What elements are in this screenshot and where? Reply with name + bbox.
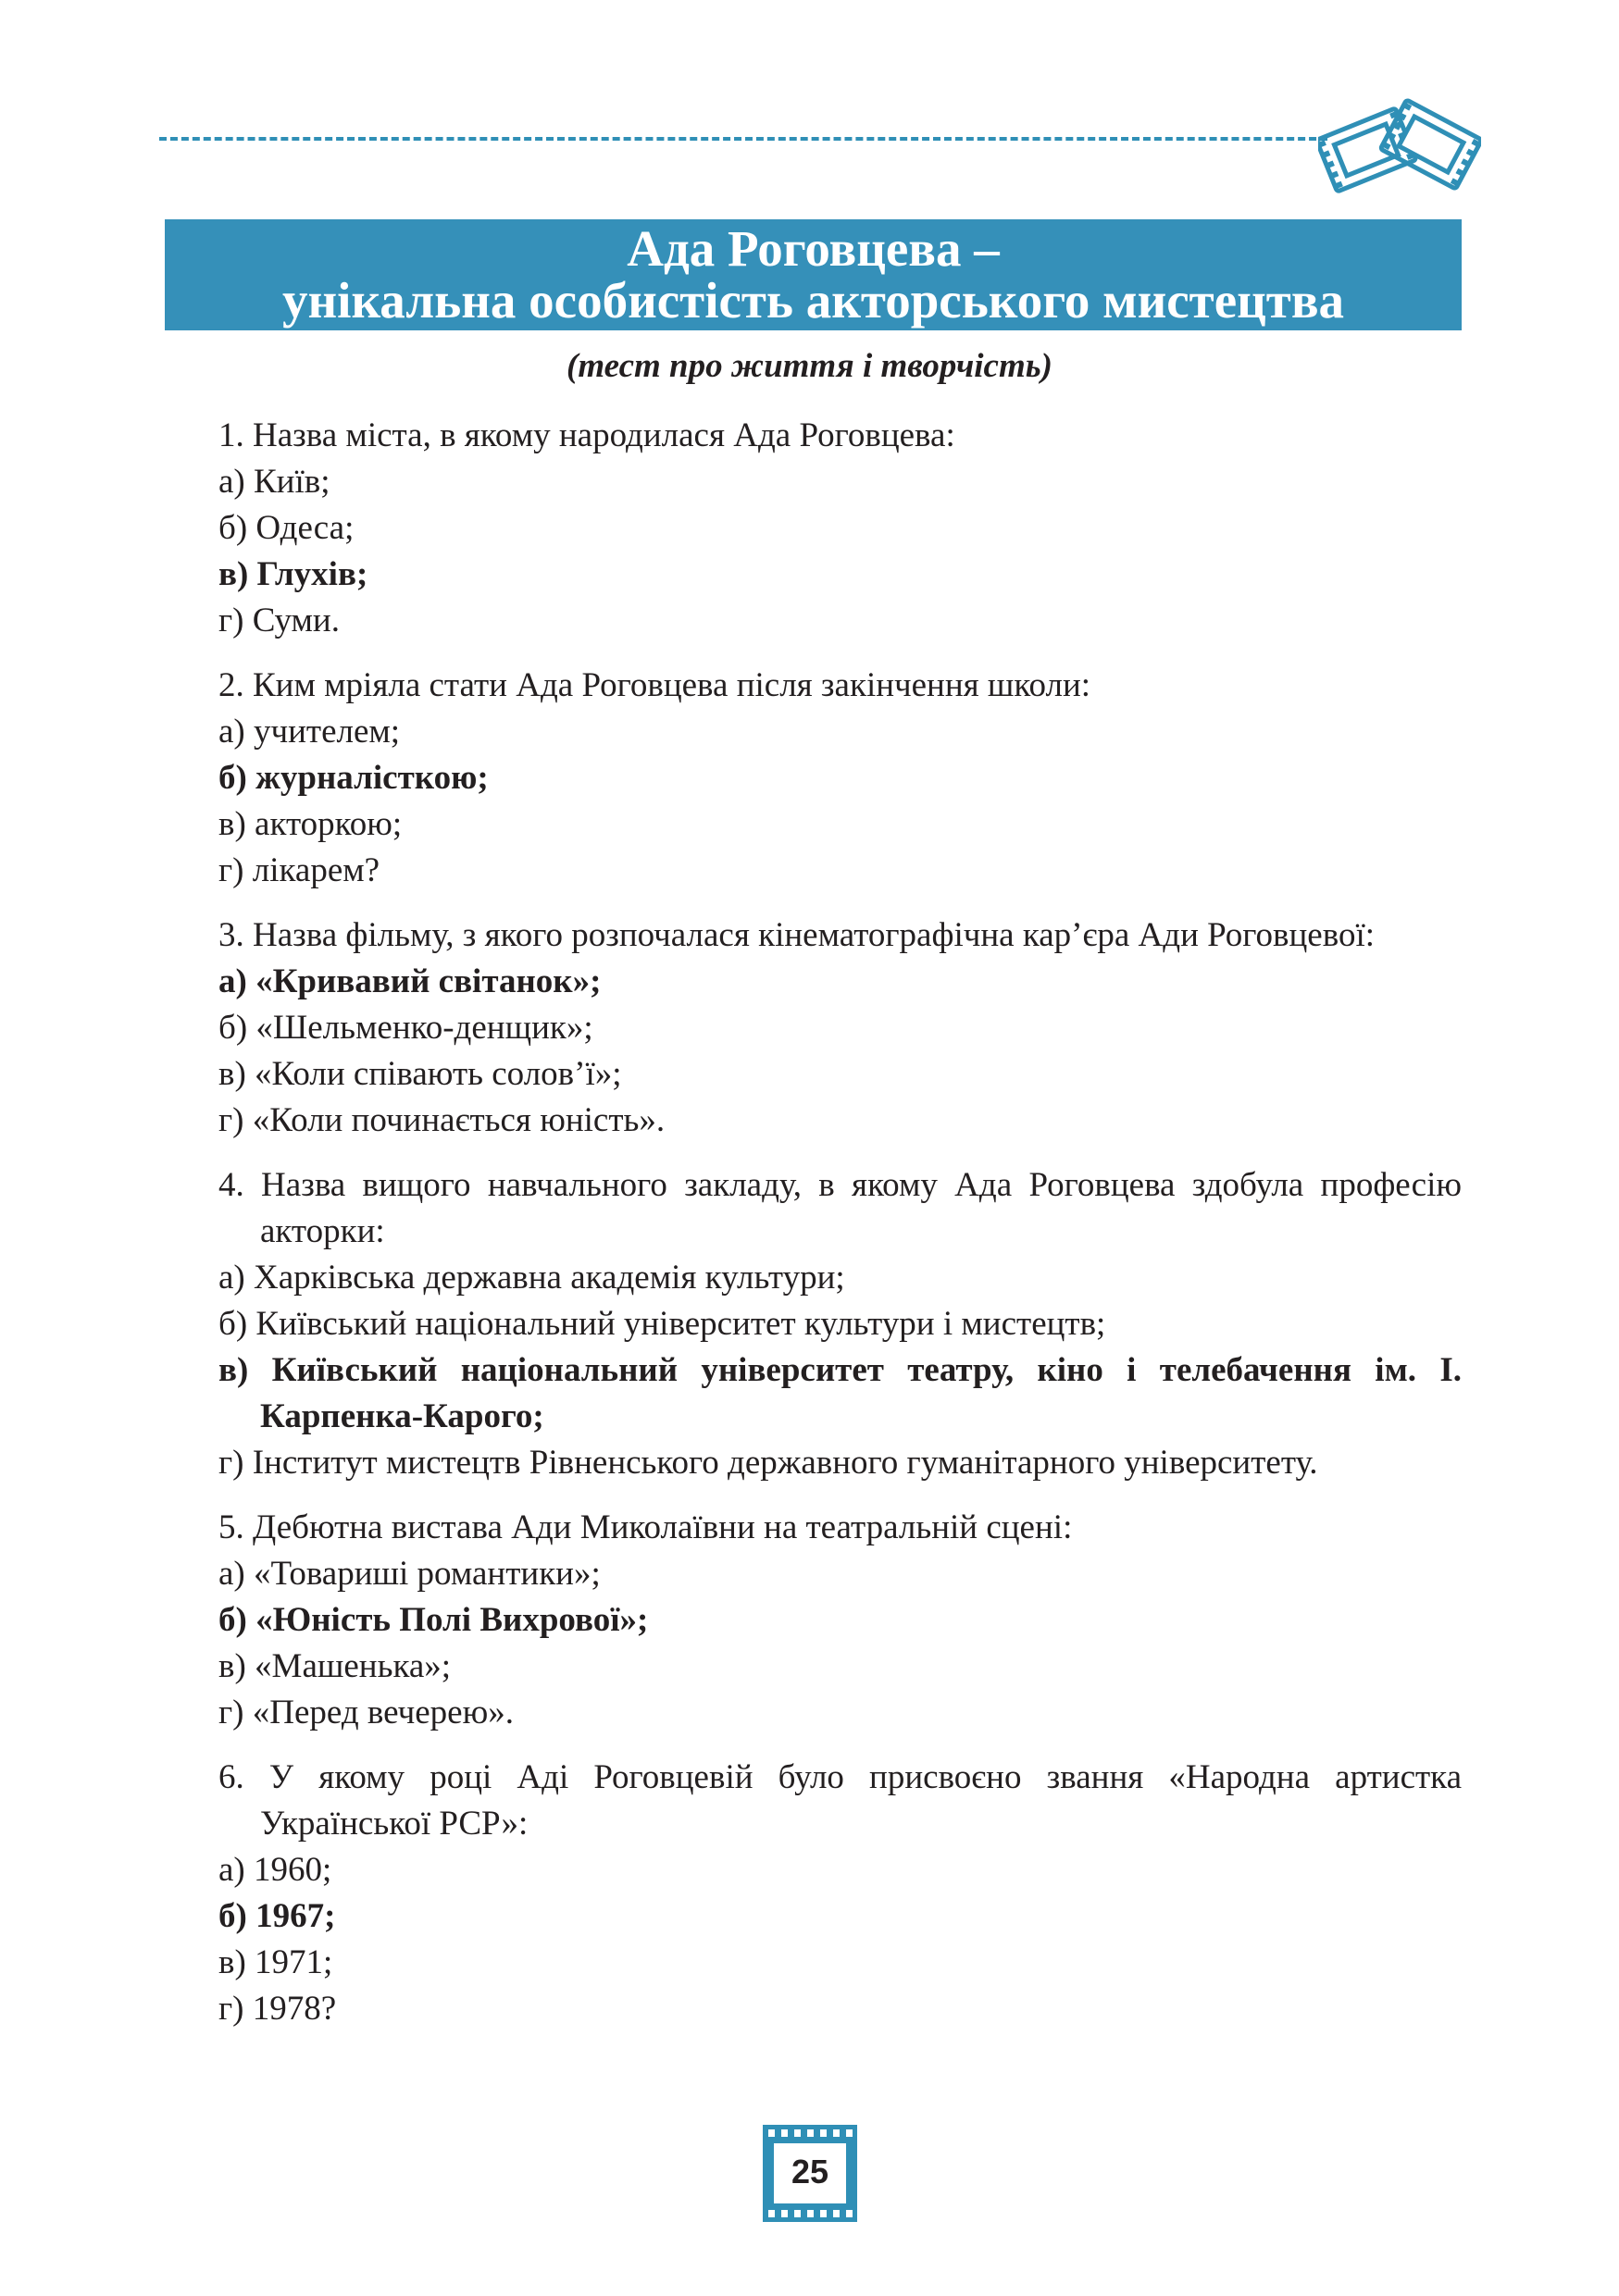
page-number: 25 xyxy=(791,2153,829,2191)
option: а) «Товариші романтики»; xyxy=(218,1555,601,1593)
question-text: 6. У якому році Аді Роговцевій було присвоєно звання «Народна артистка Української РСР»: xyxy=(218,1758,1462,1843)
page-number-badge xyxy=(761,2123,859,2224)
correct-option: б) «Юність Полі Вихрової»; xyxy=(218,1601,649,1639)
option: а) учителем; xyxy=(218,713,401,751)
option: в) 1971; xyxy=(218,1943,333,1981)
option: г) Інститут мистецтв Рівненського державного гуманітарного університету. xyxy=(218,1444,1318,1482)
option: г) «Коли починається юність». xyxy=(218,1101,666,1139)
question-1 xyxy=(218,413,1462,644)
correct-option: а) «Кривавий світанок»; xyxy=(218,962,602,1000)
option: б) Київський національний університет культури і мистецтв; xyxy=(218,1305,1106,1343)
option: г) 1978? xyxy=(218,1990,337,2028)
question-5 xyxy=(218,1505,1462,1736)
correct-option: в) Київський національний університет театру, кіно і телебачення ім. І. Карпенка-Карого; xyxy=(218,1351,1462,1435)
option: а) 1960; xyxy=(218,1851,332,1889)
header-dashed-divider xyxy=(159,137,1327,141)
question-4 xyxy=(218,1162,1462,1486)
option: г) Суми. xyxy=(218,602,340,639)
option: в) акторкою; xyxy=(218,805,403,843)
title-line-2: унікальна особистість акторського мистецтва xyxy=(281,272,1345,329)
option: б) «Шельменко-денщик»; xyxy=(218,1009,593,1047)
question-3 xyxy=(218,912,1462,1144)
option: в) «Машенька»; xyxy=(218,1647,452,1685)
option: а) Київ; xyxy=(218,463,330,501)
question-text: 4. Назва вищого навчального закладу, в якому Ада Роговцева здобула професію акторки: xyxy=(218,1166,1462,1250)
option: в) «Коли співають солов’ї»; xyxy=(218,1055,622,1093)
question-6 xyxy=(218,1755,1462,2032)
question-text: 1. Назва міста, в якому народилася Ада Роговцева: xyxy=(218,416,955,454)
question-text: 3. Назва фільму, з якого розпочалася кінематографічна кар’єра Ади Роговцевої: xyxy=(218,916,1376,954)
quiz-content xyxy=(218,413,1462,2051)
option: г) «Перед вечерею». xyxy=(218,1694,514,1731)
option: б) Одеса; xyxy=(218,509,355,547)
correct-option: б) 1967; xyxy=(218,1897,336,1935)
question-2 xyxy=(218,663,1462,894)
film-strip-icon xyxy=(1318,93,1481,204)
question-text: 5. Дебютна вистава Ади Миколаївни на театральній сцені: xyxy=(218,1508,1073,1546)
subtitle: (тест про життя і творчість) xyxy=(567,347,1052,385)
title-banner xyxy=(165,219,1462,330)
option: г) лікарем? xyxy=(218,851,380,889)
option: а) Харківська державна академія культури; xyxy=(218,1259,845,1297)
correct-option: б) журналісткою; xyxy=(218,759,489,797)
title-line-1: Ада Роговцева – xyxy=(627,220,1000,277)
question-text: 2. Ким мріяла стати Ада Роговцева після закінчення школи: xyxy=(218,666,1091,704)
correct-option: в) Глухів; xyxy=(218,555,368,593)
